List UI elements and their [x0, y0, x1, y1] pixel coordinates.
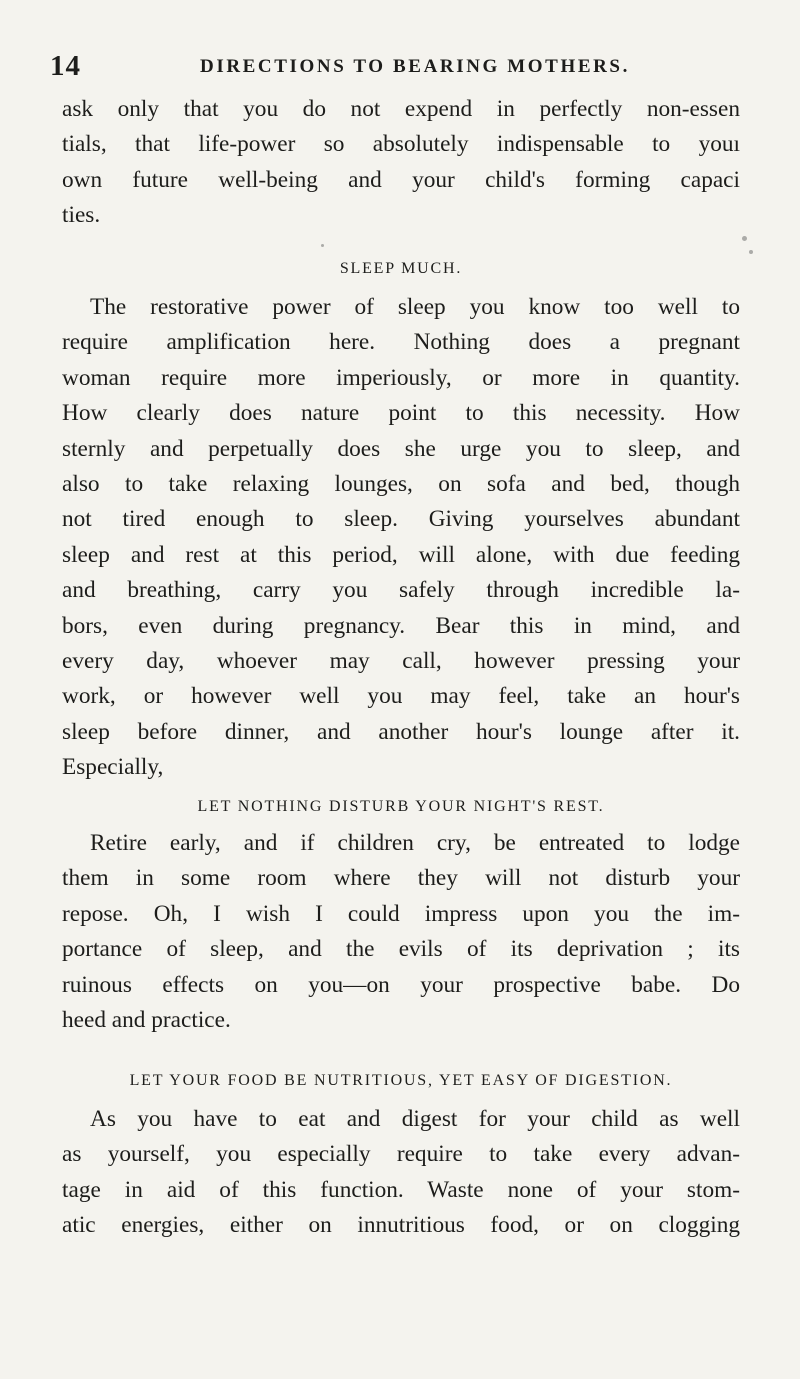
text-line: heed and practice. — [62, 1007, 231, 1034]
text-line: atic energies, either on innutritious food, or on clogging — [62, 1212, 740, 1239]
text-line: tage in aid of this function. Waste none of your stom- — [62, 1176, 740, 1203]
text-line: repose. Oh, I wish I could impress upon you the im- — [62, 900, 740, 927]
text-line: as yourself, you especially require to take every advan- — [62, 1141, 740, 1168]
text-line: them in some room where they will not disturb your — [62, 865, 740, 892]
text-line: ties. — [62, 202, 101, 229]
text-line: bors, even during pregnancy. Bear this in mind, and — [62, 612, 740, 639]
print-speck — [742, 236, 747, 241]
section-heading-night-rest: LET NOTHING DISTURB YOUR NIGHT'S REST. — [197, 798, 605, 815]
text-line: Retire early, and if children cry, be entreated to lodge — [90, 830, 740, 856]
text-line: sleep and rest at this period, will alone, with due feeding — [62, 541, 740, 568]
page-number: 14 — [50, 50, 81, 82]
text-line: woman require more imperiously, or more in quantity. — [62, 364, 740, 391]
text-line: How clearly does nature point to this necessity. How — [62, 400, 740, 427]
text-line: portance of sleep, and the evils of its deprivation ; its — [62, 936, 740, 963]
text-line: sternly and perpetually does she urge you to sleep, and — [62, 435, 740, 462]
text-line: not tired enough to sleep. Giving yourselves abundant — [62, 506, 740, 533]
text-line: sleep before dinner, and another hour's lounge after it. — [62, 718, 740, 745]
text-line: tials, that life-power so absolutely indispensable to youı — [62, 131, 740, 158]
text-line: require amplification here. Nothing does a pregnant — [62, 329, 740, 356]
text-line: As you have to eat and digest for your child as well — [90, 1106, 740, 1132]
text-line: every day, whoever may call, however pressing your — [62, 648, 740, 675]
paragraph-sleep — [62, 290, 740, 786]
section-heading-food: LET YOUR FOOD BE NUTRITIOUS, YET EASY OF DIGESTION. — [129, 1072, 673, 1089]
text-line: The restorative power of sleep you know too well to — [90, 294, 740, 320]
text-line: Especially, — [62, 754, 164, 781]
section-heading-sleep-much: SLEEP MUCH. — [339, 260, 463, 277]
paragraph-night-rest — [62, 826, 740, 1038]
text-line: work, or however well you may feel, take an hour's — [62, 683, 740, 710]
paragraph-food — [62, 1102, 740, 1244]
running-head — [50, 50, 760, 86]
text-line: ask only that you do not expend in perfectly non-essen — [62, 96, 740, 122]
paragraph-continuation — [62, 92, 740, 234]
text-line: own future well-being and your child's forming capaci — [62, 166, 740, 193]
text-line: and breathing, carry you safely through incredible la- — [62, 577, 740, 604]
print-speck — [749, 250, 753, 254]
running-head-title: DIRECTIONS TO BEARING MOTHERS. — [200, 56, 630, 77]
text-line: also to take relaxing lounges, on sofa and bed, though — [62, 471, 740, 498]
text-line: ruinous effects on you—on your prospective babe. Do — [62, 971, 740, 998]
print-speck — [321, 244, 324, 247]
